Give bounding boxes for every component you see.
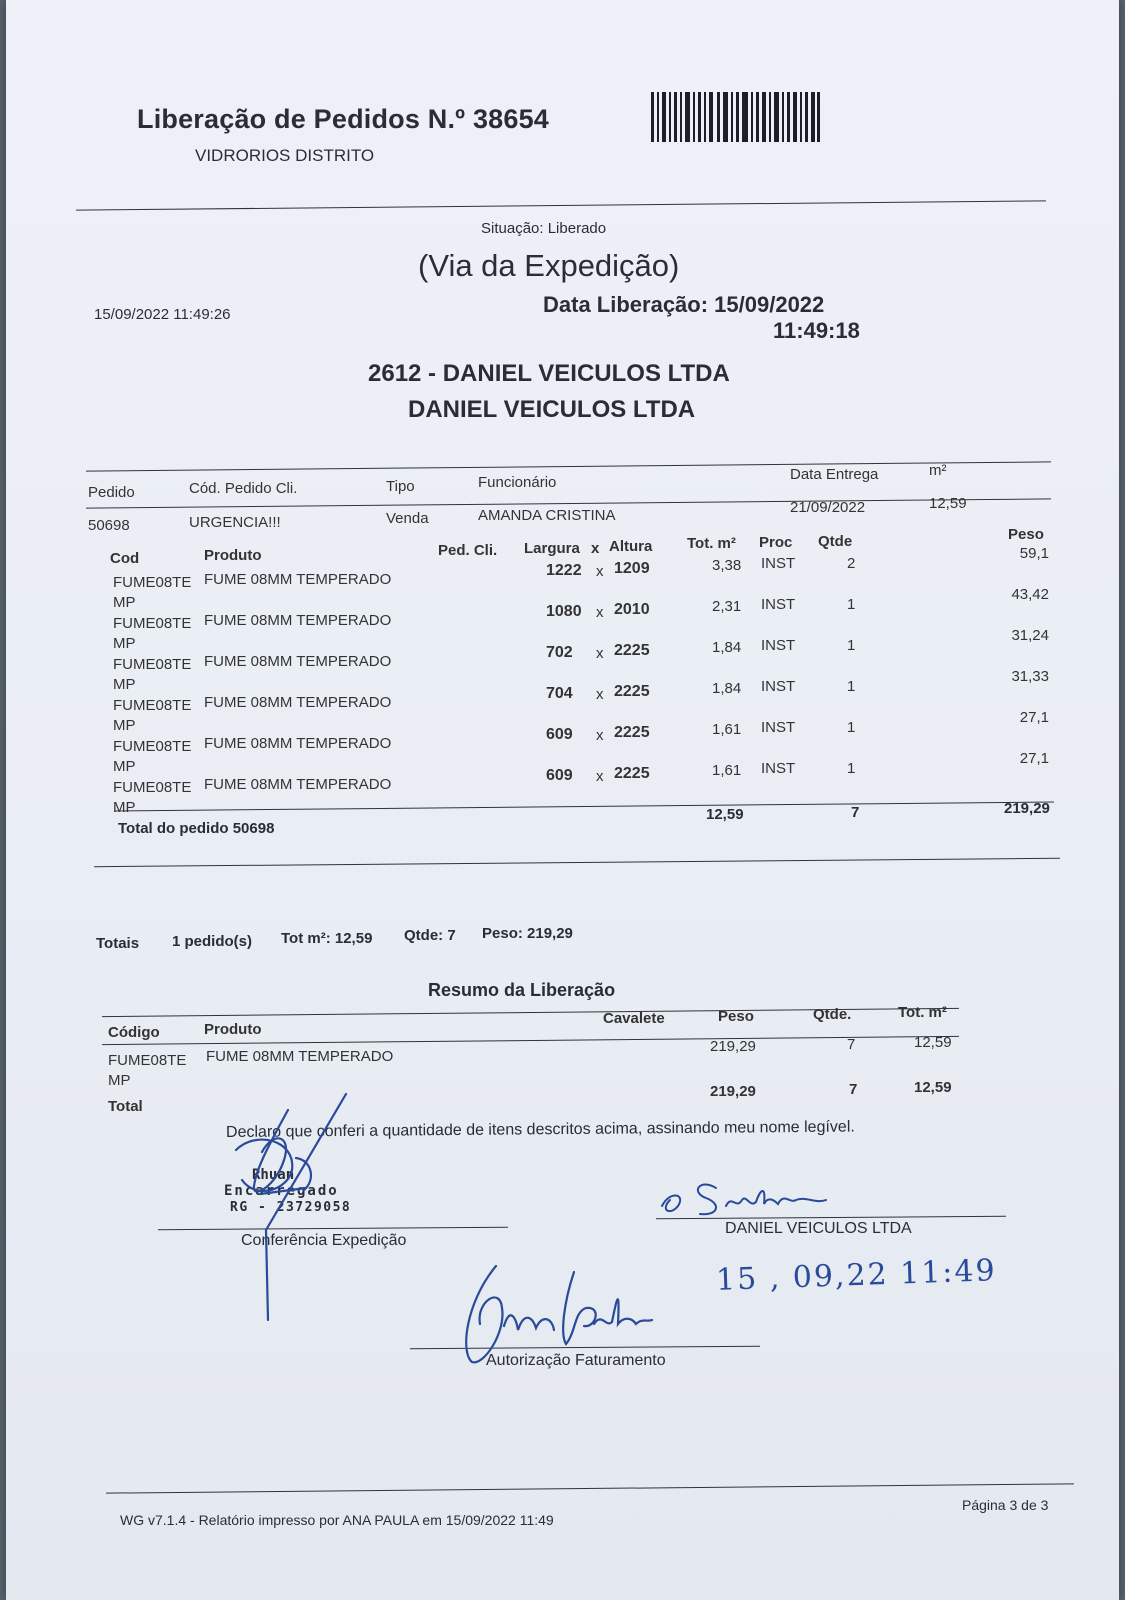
item-peso: 27,1 — [1019, 750, 1049, 768]
m2-label: m² — [929, 462, 947, 479]
pedido-value: 50698 — [88, 517, 130, 534]
totais-label: Totais — [96, 935, 140, 952]
item-proc: INST — [761, 760, 796, 778]
item-largura: 702 — [546, 643, 573, 661]
item-largura: 609 — [546, 766, 573, 784]
item-cod2: MP — [113, 757, 136, 775]
item-cod: FUME08TE — [113, 573, 192, 591]
item-altura: 2225 — [614, 641, 650, 659]
cliente-label: DANIEL VEICULOS LTDA — [725, 1220, 912, 1237]
totais-pedidos: 1 pedido(s) — [172, 933, 253, 950]
col-cod: Cod — [110, 550, 140, 567]
resumo-total-tot-m2: 12,59 — [914, 1079, 952, 1096]
item-qtde: 1 — [847, 759, 856, 777]
item-x: x — [596, 686, 604, 704]
total-pedido-label: Total do pedido 50698 — [118, 820, 275, 837]
autorizacao-label: Autorização Faturamento — [486, 1352, 666, 1369]
header-divider — [76, 200, 1046, 210]
funcionario-value: AMANDA CRISTINA — [478, 507, 616, 524]
item-produto: FUME 08MM TEMPERADO — [204, 776, 392, 794]
item-x: x — [596, 604, 604, 622]
item-tot-m2: 2,31 — [712, 597, 742, 615]
footer-page: Página 3 de 3 — [962, 1497, 1049, 1513]
resumo-title: Resumo da Liberação — [428, 980, 616, 1000]
item-altura: 2225 — [614, 723, 650, 741]
printed-timestamp: 15/09/2022 11:49:26 — [94, 306, 231, 323]
item-x: x — [596, 727, 604, 745]
col-produto: Produto — [204, 547, 262, 564]
total-m2: 12,59 — [706, 806, 744, 823]
item-qtde: 1 — [847, 595, 856, 613]
resumo-col-produto: Produto — [204, 1021, 262, 1038]
col-ped-cli: Ped. Cli. — [438, 542, 498, 559]
item-peso: 27,1 — [1019, 709, 1049, 727]
item-produto: FUME 08MM TEMPERADO — [204, 571, 392, 589]
item-proc: INST — [761, 678, 796, 696]
col-qtde: Qtde — [818, 533, 853, 550]
resumo-col-codigo: Código — [108, 1024, 160, 1041]
resumo-col-peso: Peso — [718, 1008, 754, 1025]
data-entrega-value: 21/09/2022 — [790, 499, 866, 516]
item-x: x — [596, 645, 604, 663]
item-proc: INST — [761, 719, 796, 737]
item-qtde: 1 — [847, 636, 856, 654]
item-altura: 2225 — [614, 764, 650, 782]
stamp-name: Rhuan — [252, 1167, 295, 1183]
data-liberacao: Data Liberação: 15/09/2022 — [543, 292, 825, 317]
col-peso: Peso — [1008, 526, 1044, 543]
item-tot-m2: 1,61 — [712, 761, 742, 779]
resumo-codigo: FUME08TE — [108, 1052, 187, 1069]
footer-divider — [106, 1483, 1074, 1493]
item-peso: 31,33 — [1011, 668, 1049, 686]
item-cod2: MP — [113, 675, 136, 693]
item-cod: FUME08TE — [113, 737, 192, 755]
item-altura: 2225 — [614, 682, 650, 700]
customer-line-1: 2612 - DANIEL VEICULOS LTDA — [368, 360, 730, 387]
resumo-total-peso: 219,29 — [710, 1083, 756, 1100]
item-peso: 43,42 — [1011, 586, 1049, 604]
item-largura: 704 — [546, 684, 573, 702]
cod-pedido-cli-value: URGENCIA!!! — [189, 514, 281, 531]
total-peso: 219,29 — [1004, 800, 1050, 817]
document-title: Liberação de Pedidos N.º 38654 — [137, 104, 550, 134]
customer-line-2: DANIEL VEICULOS LTDA — [408, 396, 696, 423]
item-peso: 59,1 — [1019, 545, 1049, 563]
resumo-peso: 219,29 — [710, 1038, 756, 1055]
resumo-produto: FUME 08MM TEMPERADO — [206, 1048, 394, 1065]
item-tot-m2: 1,84 — [712, 638, 742, 656]
item-cod2: MP — [113, 593, 136, 611]
declaration-text: Declaro que conferi a quantidade de itens descritos acima, assinando meu nome legível. — [225, 1118, 855, 1141]
resumo-total-qtde: 7 — [849, 1081, 858, 1098]
stamp-role: Encarregado — [224, 1183, 339, 1199]
cod-pedido-cli-label: Cód. Pedido Cli. — [189, 480, 298, 497]
cliente-signature — [656, 1170, 856, 1230]
item-x: x — [596, 563, 604, 581]
item-qtde: 2 — [847, 554, 856, 572]
resumo-codigo-suffix: MP — [108, 1072, 131, 1089]
item-largura: 1222 — [546, 561, 582, 579]
order-top-divider — [86, 461, 1051, 471]
item-cod: FUME08TE — [113, 696, 192, 714]
totais-m2: Tot m²: 12,59 — [281, 930, 373, 947]
conferencia-label: Conferência Expedição — [241, 1232, 407, 1249]
resumo-tot-m2: 12,59 — [914, 1034, 952, 1051]
resumo-qtde: 7 — [847, 1036, 856, 1053]
tipo-value: Venda — [386, 510, 429, 527]
item-produto: FUME 08MM TEMPERADO — [204, 612, 392, 630]
item-tot-m2: 1,84 — [712, 679, 742, 697]
item-produto: FUME 08MM TEMPERADO — [204, 694, 392, 712]
item-proc: INST — [761, 596, 796, 614]
item-cod: FUME08TE — [113, 655, 192, 673]
resumo-col-cavalete: Cavalete — [603, 1010, 665, 1027]
resumo-total-label: Total — [108, 1098, 143, 1115]
item-produto: FUME 08MM TEMPERADO — [204, 735, 392, 753]
item-cod: FUME08TE — [113, 614, 192, 632]
via-label: (Via da Expedição) — [418, 248, 680, 283]
col-largura: Largura — [524, 540, 580, 557]
item-qtde: 1 — [847, 718, 856, 736]
total-qtde: 7 — [851, 804, 860, 821]
company-name: VIDRORIOS DISTRITO — [195, 146, 375, 165]
item-peso: 31,24 — [1011, 627, 1049, 645]
footer-printed-by: WG v7.1.4 - Relatório impresso por ANA PAULA em 15/09/2022 11:49 — [120, 1512, 554, 1528]
item-x: x — [596, 768, 604, 786]
handwritten-date: 15 , 09,22 11:49 — [715, 1253, 998, 1298]
tipo-label: Tipo — [386, 478, 415, 495]
item-largura: 609 — [546, 725, 573, 743]
item-altura: 2010 — [614, 600, 650, 618]
items-bottom-divider — [94, 858, 1060, 867]
item-qtde: 1 — [847, 677, 856, 695]
document-page — [6, 0, 1119, 1600]
barcode — [651, 92, 821, 142]
item-cod2: MP — [113, 798, 136, 816]
resumo-col-qtde: Qtde. — [813, 1006, 852, 1023]
totais-qtde: Qtde: 7 — [404, 927, 456, 944]
autorizacao-signature — [446, 1262, 676, 1372]
pedido-label: Pedido — [88, 484, 135, 501]
totais-peso: Peso: 219,29 — [482, 925, 573, 942]
item-cod: FUME08TE — [113, 778, 192, 796]
conferencia-signature — [196, 1090, 376, 1330]
data-entrega-label: Data Entrega — [790, 466, 879, 483]
item-tot-m2: 1,61 — [712, 720, 742, 738]
situacao-label: Situação: Liberado — [481, 220, 607, 237]
hora-liberacao: 11:49:18 — [773, 318, 860, 343]
m2-value: 12,59 — [929, 495, 967, 512]
resumo-col-tot-m2: Tot. m² — [898, 1004, 947, 1021]
item-largura: 1080 — [546, 602, 582, 620]
col-x: x — [591, 540, 600, 557]
col-proc: Proc — [759, 534, 793, 551]
stamp-rg: RG - 23729058 — [230, 1200, 352, 1215]
item-tot-m2: 3,38 — [712, 556, 742, 574]
item-proc: INST — [761, 637, 796, 655]
item-produto: FUME 08MM TEMPERADO — [204, 653, 392, 671]
funcionario-label: Funcionário — [478, 474, 557, 491]
item-altura: 1209 — [614, 559, 650, 577]
col-tot-m2: Tot. m² — [687, 535, 736, 552]
item-cod2: MP — [113, 634, 136, 652]
col-altura: Altura — [609, 538, 653, 555]
items-total-divider — [114, 801, 1054, 811]
item-cod2: MP — [113, 716, 136, 734]
item-proc: INST — [761, 555, 796, 573]
